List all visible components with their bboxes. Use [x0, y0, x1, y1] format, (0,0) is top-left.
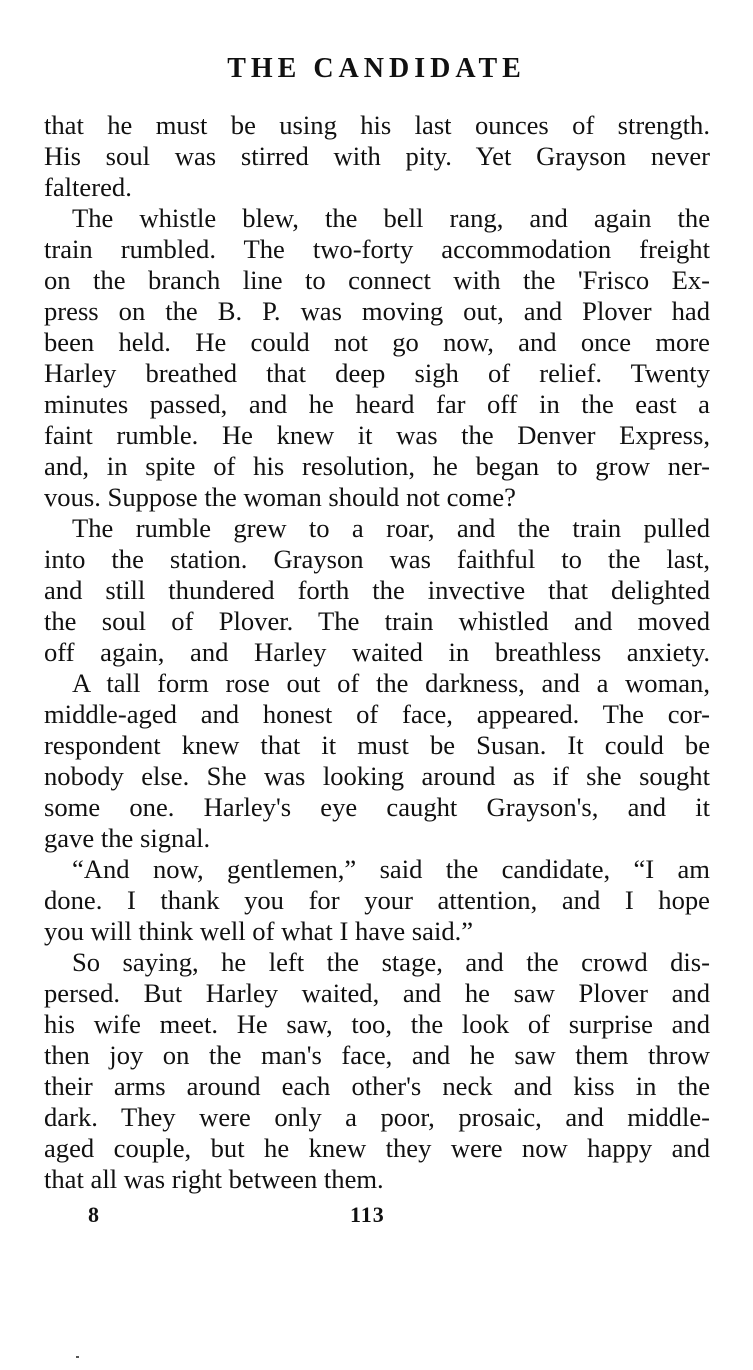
- text-line: then joy on the man's face, and he saw them throw: [44, 1040, 710, 1070]
- text-line: the soul of Plover. The train whistled and moved: [44, 606, 710, 636]
- text-line: The rumble grew to a roar, and the train pulled: [72, 513, 710, 543]
- text-line: into the station. Grayson was faithful to the last,: [44, 544, 710, 574]
- text-line: that he must be using his last ounces of strength.: [44, 110, 710, 140]
- text-line: and, in spite of his resolution, he began to grow ner-: [44, 451, 710, 481]
- text-line: The whistle blew, the bell rang, and again the: [72, 203, 710, 233]
- body-text: [44, 110, 710, 1195]
- text-line: His soul was stirred with pity. Yet Grayson never: [44, 141, 710, 171]
- page-footer: [0, 1202, 753, 1232]
- text-line: Harley breathed that deep sigh of relief. Twenty: [44, 358, 710, 388]
- text-line: gave the signal.: [44, 823, 211, 853]
- text-line: done. I thank you for your attention, and I hope: [44, 885, 710, 915]
- text-line: that all was right between them.: [44, 1164, 384, 1194]
- text-line: his wife meet. He saw, too, the look of surprise and: [44, 1009, 710, 1039]
- text-line: dark. They were only a poor, prosaic, and middle-: [44, 1102, 710, 1132]
- text-line: their arms around each other's neck and kiss in the: [44, 1071, 710, 1101]
- text-line: on the branch line to connect with the 'Frisco Ex-: [44, 265, 710, 295]
- text-line: been held. He could not go now, and once more: [44, 327, 710, 357]
- text-line: minutes passed, and he heard far off in the east a: [44, 389, 710, 419]
- text-line: some one. Harley's eye caught Grayson's, and it: [44, 792, 710, 822]
- text-line: aged couple, but he knew they were now happy and: [44, 1133, 710, 1163]
- text-line: vous. Suppose the woman should not come?: [44, 482, 516, 512]
- running-head: THE CANDIDATE: [227, 53, 526, 84]
- text-line: off again, and Harley waited in breathless anxiety.: [44, 637, 710, 667]
- text-line: middle-aged and honest of face, appeared. The cor-: [44, 699, 710, 729]
- text-line: press on the B. P. was moving out, and Plover had: [44, 296, 710, 326]
- text-line: faint rumble. He knew it was the Denver Express,: [44, 420, 710, 450]
- text-line: faltered.: [44, 172, 132, 202]
- text-line: train rumbled. The two-forty accommodation freight: [44, 234, 710, 264]
- text-line: and still thundered forth the invective that delighted: [44, 575, 710, 605]
- signature-mark: 8: [88, 1202, 99, 1227]
- text-line: “And now, gentlemen,” said the candidate, “I am: [72, 854, 710, 884]
- text-line: respondent knew that it must be Susan. It could be: [44, 730, 710, 760]
- page-number: 113: [350, 1202, 385, 1227]
- scan-speck: [76, 1356, 79, 1358]
- text-line: persed. But Harley waited, and he saw Plover and: [44, 978, 710, 1008]
- text-line: So saying, he left the stage, and the crowd dis-: [72, 947, 710, 977]
- text-line: A tall form rose out of the darkness, and a woman,: [72, 668, 710, 698]
- text-line: you will think well of what I have said.”: [44, 916, 474, 946]
- text-line: nobody else. She was looking around as if she sought: [44, 761, 710, 791]
